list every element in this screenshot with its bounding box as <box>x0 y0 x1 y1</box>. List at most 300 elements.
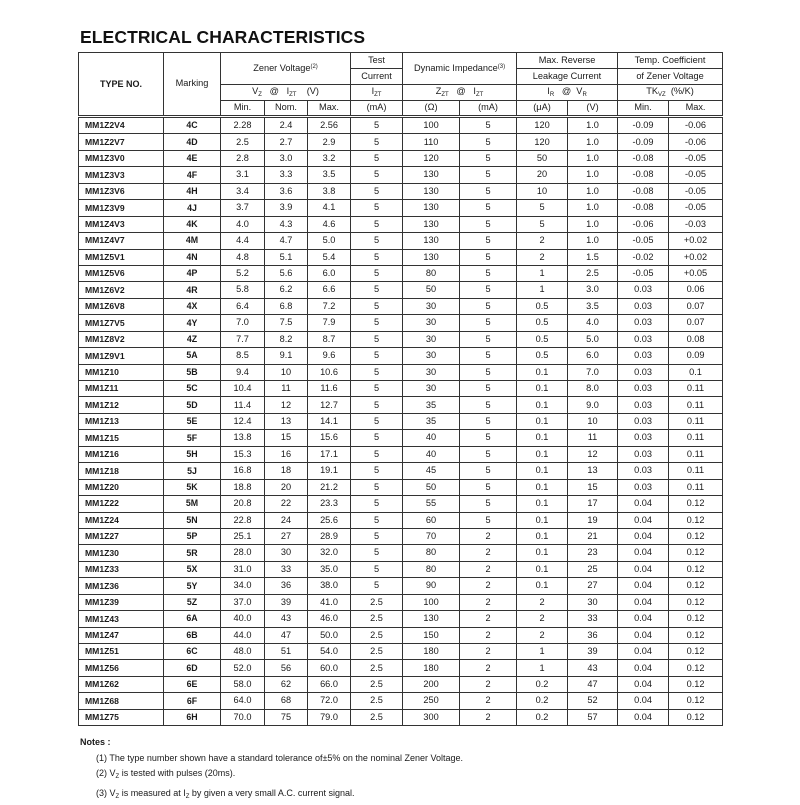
cell-tk-min: 0.04 <box>618 512 669 528</box>
cell-vz-nom: 68 <box>265 693 308 709</box>
cell-zzt-izt: 5 <box>460 150 517 166</box>
cell-type-no: MM1Z3V9 <box>79 200 164 216</box>
cell-vz-max: 38.0 <box>308 578 351 594</box>
cell-vr: 1.5 <box>568 249 618 265</box>
cell-ir: 0.5 <box>517 348 568 364</box>
cell-tk-min: 0.04 <box>618 578 669 594</box>
cell-vz-max: 10.6 <box>308 364 351 380</box>
table-row <box>79 446 723 462</box>
cell-marking: 6C <box>164 644 221 660</box>
cell-type-no: MM1Z56 <box>79 660 164 676</box>
cell-zzt-izt: 5 <box>460 233 517 249</box>
cell-zzt: 30 <box>403 315 460 331</box>
cell-ir: 0.1 <box>517 397 568 413</box>
cell-tk-max: -0.05 <box>669 200 723 216</box>
cell-type-no: MM1Z24 <box>79 512 164 528</box>
cell-vz-nom: 4.7 <box>265 233 308 249</box>
cell-izt: 5 <box>351 446 403 462</box>
cell-tk-min: 0.03 <box>618 397 669 413</box>
cell-ir: 0.1 <box>517 381 568 397</box>
table-row <box>79 134 723 150</box>
cell-vz-nom: 30 <box>265 545 308 561</box>
cell-type-no: MM1Z5V6 <box>79 265 164 281</box>
header-vz-nom: Nom. <box>265 100 308 116</box>
cell-vz-min: 10.4 <box>221 381 265 397</box>
note-3: (3) $V_Z$ is measured at $I_Z$ by given a very small A.C. current signal. <box>80 786 463 805</box>
cell-vz-nom: 18 <box>265 463 308 479</box>
cell-ir: 0.1 <box>517 463 568 479</box>
cell-vz-nom: 9.1 <box>265 348 308 364</box>
cell-izt: 5 <box>351 479 403 495</box>
cell-zzt-izt: 2 <box>460 545 517 561</box>
cell-tk-max: 0.1 <box>669 364 723 380</box>
cell-tk-max: 0.07 <box>669 298 723 314</box>
cell-marking: 6A <box>164 611 221 627</box>
table-row <box>79 528 723 544</box>
cell-zzt-izt: 5 <box>460 265 517 281</box>
cell-tk-min: -0.08 <box>618 200 669 216</box>
cell-ir: 0.1 <box>517 512 568 528</box>
table-row <box>79 594 723 610</box>
cell-vr: 47 <box>568 676 618 692</box>
cell-tk-max: 0.09 <box>669 348 723 364</box>
cell-izt: 5 <box>351 150 403 166</box>
cell-vr: 1.0 <box>568 183 618 199</box>
cell-tk-min: -0.08 <box>618 183 669 199</box>
cell-tk-min: 0.04 <box>618 644 669 660</box>
cell-tk-min: 0.04 <box>618 528 669 544</box>
table-row <box>79 200 723 216</box>
cell-vr: 1.0 <box>568 118 618 134</box>
cell-vr: 9.0 <box>568 397 618 413</box>
cell-type-no: MM1Z51 <box>79 644 164 660</box>
cell-vz-max: 14.1 <box>308 413 351 429</box>
cell-type-no: MM1Z22 <box>79 496 164 512</box>
cell-zzt-izt: 5 <box>460 446 517 462</box>
header-test-current-l1: Test <box>351 53 403 69</box>
cell-type-no: MM1Z3V0 <box>79 150 164 166</box>
cell-izt: 5 <box>351 578 403 594</box>
cell-zzt: 30 <box>403 381 460 397</box>
cell-vz-min: 58.0 <box>221 676 265 692</box>
cell-vz-max: 4.1 <box>308 200 351 216</box>
cell-izt: 5 <box>351 233 403 249</box>
cell-izt: 5 <box>351 348 403 364</box>
cell-tk-max: -0.05 <box>669 150 723 166</box>
cell-marking: 4F <box>164 167 221 183</box>
cell-vr: 33 <box>568 611 618 627</box>
cell-vz-max: 17.1 <box>308 446 351 462</box>
cell-vz-nom: 36 <box>265 578 308 594</box>
cell-marking: 6D <box>164 660 221 676</box>
cell-marking: 5M <box>164 496 221 512</box>
cell-zzt: 130 <box>403 611 460 627</box>
cell-marking: 6H <box>164 709 221 725</box>
cell-vz-nom: 56 <box>265 660 308 676</box>
cell-type-no: MM1Z36 <box>79 578 164 594</box>
header-izt-unit: (mA) <box>351 100 403 116</box>
cell-vz-nom: 11 <box>265 381 308 397</box>
cell-vz-min: 8.5 <box>221 348 265 364</box>
cell-zzt-izt: 5 <box>460 183 517 199</box>
cell-type-no: MM1Z3V3 <box>79 167 164 183</box>
cell-zzt-izt: 2 <box>460 693 517 709</box>
cell-tk-min: 0.03 <box>618 479 669 495</box>
table-row <box>79 660 723 676</box>
table-row <box>79 397 723 413</box>
cell-vz-min: 12.4 <box>221 413 265 429</box>
table-row <box>79 479 723 495</box>
cell-tk-min: 0.03 <box>618 381 669 397</box>
header-ir-at-vr: $I_R$ @ $V_R$ <box>517 85 618 101</box>
cell-tk-max: 0.11 <box>669 463 723 479</box>
cell-vz-min: 52.0 <box>221 660 265 676</box>
cell-vz-min: 5.2 <box>221 265 265 281</box>
cell-vz-max: 6.6 <box>308 282 351 298</box>
cell-ir: 5 <box>517 200 568 216</box>
cell-tk-min: 0.04 <box>618 693 669 709</box>
table-row <box>79 167 723 183</box>
cell-tk-min: 0.03 <box>618 298 669 314</box>
cell-izt: 5 <box>351 265 403 281</box>
cell-marking: 4N <box>164 249 221 265</box>
cell-izt: 5 <box>351 216 403 232</box>
cell-vz-max: 79.0 <box>308 709 351 725</box>
cell-tk-min: 0.04 <box>618 627 669 643</box>
cell-type-no: MM1Z10 <box>79 364 164 380</box>
header-temp-l2: of Zener Voltage <box>618 69 723 85</box>
cell-vz-max: 4.6 <box>308 216 351 232</box>
cell-vz-min: 16.8 <box>221 463 265 479</box>
table-row <box>79 611 723 627</box>
cell-tk-max: 0.07 <box>669 315 723 331</box>
cell-tk-min: 0.04 <box>618 545 669 561</box>
cell-vz-min: 3.1 <box>221 167 265 183</box>
cell-izt: 2.5 <box>351 676 403 692</box>
table-row <box>79 512 723 528</box>
cell-vz-max: 72.0 <box>308 693 351 709</box>
cell-ir: 0.1 <box>517 446 568 462</box>
cell-zzt: 120 <box>403 150 460 166</box>
cell-tk-min: 0.04 <box>618 594 669 610</box>
cell-vz-nom: 3.0 <box>265 150 308 166</box>
note-1: (1) The type number shown have a standard tolerance of±5% on the nominal Zener Voltage. <box>80 751 463 767</box>
cell-izt: 5 <box>351 397 403 413</box>
cell-marking: 5E <box>164 413 221 429</box>
cell-tk-max: 0.11 <box>669 413 723 429</box>
cell-zzt: 180 <box>403 644 460 660</box>
cell-zzt: 100 <box>403 118 460 134</box>
cell-vz-nom: 47 <box>265 627 308 643</box>
cell-vr: 12 <box>568 446 618 462</box>
cell-tk-max: 0.12 <box>669 561 723 577</box>
cell-zzt-izt: 5 <box>460 381 517 397</box>
cell-vr: 52 <box>568 693 618 709</box>
cell-marking: 6E <box>164 676 221 692</box>
cell-vz-max: 3.2 <box>308 150 351 166</box>
table-row <box>79 496 723 512</box>
cell-marking: 4H <box>164 183 221 199</box>
cell-tk-min: 0.03 <box>618 364 669 380</box>
cell-vz-min: 25.1 <box>221 528 265 544</box>
cell-zzt: 30 <box>403 298 460 314</box>
cell-tk-min: -0.09 <box>618 134 669 150</box>
cell-type-no: MM1Z62 <box>79 676 164 692</box>
notes-section <box>80 735 463 805</box>
cell-zzt-izt: 5 <box>460 512 517 528</box>
cell-vr: 4.0 <box>568 315 618 331</box>
header-vz-max: Max. <box>308 100 351 116</box>
cell-marking: 6F <box>164 693 221 709</box>
table-row <box>79 463 723 479</box>
cell-zzt-izt: 5 <box>460 463 517 479</box>
cell-vz-nom: 6.2 <box>265 282 308 298</box>
cell-marking: 4K <box>164 216 221 232</box>
cell-tk-min: 0.04 <box>618 709 669 725</box>
cell-ir: 0.1 <box>517 545 568 561</box>
header-tkvz: $TK_{VZ}$ (%/K) <box>618 85 723 101</box>
cell-zzt: 30 <box>403 348 460 364</box>
cell-vz-max: 6.0 <box>308 265 351 281</box>
cell-vz-nom: 15 <box>265 430 308 446</box>
cell-type-no: MM1Z20 <box>79 479 164 495</box>
cell-vr: 3.0 <box>568 282 618 298</box>
cell-tk-max: 0.12 <box>669 709 723 725</box>
cell-vz-max: 2.9 <box>308 134 351 150</box>
cell-zzt: 80 <box>403 561 460 577</box>
cell-zzt: 35 <box>403 413 460 429</box>
cell-type-no: MM1Z4V7 <box>79 233 164 249</box>
cell-ir: 0.1 <box>517 430 568 446</box>
cell-type-no: MM1Z43 <box>79 611 164 627</box>
cell-vz-min: 64.0 <box>221 693 265 709</box>
cell-zzt: 55 <box>403 496 460 512</box>
table-row <box>79 282 723 298</box>
cell-vz-nom: 8.2 <box>265 331 308 347</box>
cell-vz-max: 54.0 <box>308 644 351 660</box>
table-row <box>79 578 723 594</box>
cell-tk-max: 0.12 <box>669 528 723 544</box>
header-zzt-at-izt: $Z_{ZT}$ @ $I_{ZT}$ <box>403 85 517 101</box>
cell-type-no: MM1Z47 <box>79 627 164 643</box>
cell-marking: 5P <box>164 528 221 544</box>
cell-izt: 5 <box>351 512 403 528</box>
cell-tk-min: 0.03 <box>618 463 669 479</box>
cell-zzt-izt: 2 <box>460 561 517 577</box>
cell-type-no: MM1Z8V2 <box>79 331 164 347</box>
cell-type-no: MM1Z18 <box>79 463 164 479</box>
header-vz-min: Min. <box>221 100 265 116</box>
cell-vz-min: 18.8 <box>221 479 265 495</box>
cell-izt: 5 <box>351 298 403 314</box>
cell-vz-nom: 2.7 <box>265 134 308 150</box>
cell-izt: 5 <box>351 528 403 544</box>
cell-vz-min: 34.0 <box>221 578 265 594</box>
cell-tk-max: 0.12 <box>669 627 723 643</box>
cell-vr: 43 <box>568 660 618 676</box>
cell-tk-min: -0.05 <box>618 265 669 281</box>
cell-tk-max: -0.05 <box>669 183 723 199</box>
header-zzt-izt-unit: (mA) <box>460 100 517 116</box>
cell-marking: 5C <box>164 381 221 397</box>
cell-zzt: 70 <box>403 528 460 544</box>
cell-marking: 4M <box>164 233 221 249</box>
cell-ir: 0.1 <box>517 578 568 594</box>
cell-tk-max: +0.02 <box>669 249 723 265</box>
cell-marking: 5X <box>164 561 221 577</box>
cell-marking: 5H <box>164 446 221 462</box>
cell-vr: 13 <box>568 463 618 479</box>
cell-zzt: 45 <box>403 463 460 479</box>
cell-tk-min: -0.06 <box>618 216 669 232</box>
cell-izt: 5 <box>351 331 403 347</box>
cell-vr: 1.0 <box>568 134 618 150</box>
table-row <box>79 118 723 134</box>
cell-zzt-izt: 5 <box>460 167 517 183</box>
cell-ir: 2 <box>517 627 568 643</box>
cell-zzt-izt: 5 <box>460 282 517 298</box>
cell-type-no: MM1Z13 <box>79 413 164 429</box>
cell-zzt: 50 <box>403 479 460 495</box>
cell-zzt: 80 <box>403 265 460 281</box>
header-tk-min: Min. <box>618 100 669 116</box>
cell-vz-nom: 24 <box>265 512 308 528</box>
cell-vz-nom: 27 <box>265 528 308 544</box>
cell-vr: 7.0 <box>568 364 618 380</box>
cell-ir: 0.5 <box>517 331 568 347</box>
header-ir-unit: (μA) <box>517 100 568 116</box>
cell-tk-max: 0.11 <box>669 381 723 397</box>
cell-izt: 5 <box>351 183 403 199</box>
cell-zzt: 35 <box>403 397 460 413</box>
cell-vr: 57 <box>568 709 618 725</box>
cell-vr: 15 <box>568 479 618 495</box>
cell-vz-min: 37.0 <box>221 594 265 610</box>
cell-ir: 0.1 <box>517 413 568 429</box>
cell-vz-nom: 3.3 <box>265 167 308 183</box>
cell-tk-max: 0.12 <box>669 660 723 676</box>
table-row <box>79 265 723 281</box>
cell-izt: 5 <box>351 463 403 479</box>
cell-izt: 5 <box>351 364 403 380</box>
cell-vz-nom: 5.6 <box>265 265 308 281</box>
cell-zzt-izt: 5 <box>460 331 517 347</box>
cell-ir: 0.1 <box>517 364 568 380</box>
header-tk-max: Max. <box>669 100 723 116</box>
cell-zzt-izt: 5 <box>460 298 517 314</box>
cell-vz-min: 22.8 <box>221 512 265 528</box>
cell-ir: 0.1 <box>517 561 568 577</box>
cell-ir: 2 <box>517 233 568 249</box>
cell-tk-min: 0.04 <box>618 611 669 627</box>
cell-marking: 5B <box>164 364 221 380</box>
cell-izt: 5 <box>351 545 403 561</box>
cell-izt: 2.5 <box>351 611 403 627</box>
cell-vz-max: 7.9 <box>308 315 351 331</box>
cell-vz-max: 19.1 <box>308 463 351 479</box>
cell-tk-min: 0.04 <box>618 561 669 577</box>
table-row <box>79 348 723 364</box>
cell-izt: 5 <box>351 496 403 512</box>
cell-vr: 17 <box>568 496 618 512</box>
cell-vr: 5.0 <box>568 331 618 347</box>
cell-tk-max: -0.03 <box>669 216 723 232</box>
cell-zzt: 50 <box>403 282 460 298</box>
cell-zzt-izt: 5 <box>460 348 517 364</box>
cell-tk-max: 0.08 <box>669 331 723 347</box>
cell-vr: 10 <box>568 413 618 429</box>
cell-tk-min: 0.04 <box>618 676 669 692</box>
cell-marking: 5Y <box>164 578 221 594</box>
cell-zzt: 250 <box>403 693 460 709</box>
cell-vz-max: 2.56 <box>308 118 351 134</box>
cell-tk-max: 0.12 <box>669 594 723 610</box>
cell-zzt: 40 <box>403 430 460 446</box>
cell-vz-min: 40.0 <box>221 611 265 627</box>
cell-vz-nom: 51 <box>265 644 308 660</box>
cell-izt: 5 <box>351 430 403 446</box>
table-row <box>79 150 723 166</box>
cell-zzt-izt: 5 <box>460 479 517 495</box>
cell-marking: 5R <box>164 545 221 561</box>
header-marking: Marking <box>164 53 221 116</box>
cell-tk-min: 0.04 <box>618 660 669 676</box>
cell-zzt: 200 <box>403 676 460 692</box>
cell-zzt: 180 <box>403 660 460 676</box>
header-izt: $I_{ZT}$ <box>351 85 403 101</box>
cell-tk-min: -0.08 <box>618 150 669 166</box>
cell-zzt: 130 <box>403 233 460 249</box>
cell-tk-max: 0.11 <box>669 397 723 413</box>
cell-tk-min: 0.03 <box>618 413 669 429</box>
header-leakage-l2: Leakage Current <box>517 69 618 85</box>
cell-tk-min: 0.03 <box>618 430 669 446</box>
cell-vz-max: 50.0 <box>308 627 351 643</box>
cell-tk-min: 0.03 <box>618 282 669 298</box>
cell-zzt: 100 <box>403 594 460 610</box>
cell-vz-min: 31.0 <box>221 561 265 577</box>
table-row <box>79 315 723 331</box>
cell-zzt: 130 <box>403 216 460 232</box>
cell-vz-min: 2.5 <box>221 134 265 150</box>
cell-vz-min: 3.7 <box>221 200 265 216</box>
cell-vz-min: 28.0 <box>221 545 265 561</box>
cell-vz-min: 2.28 <box>221 118 265 134</box>
cell-izt: 2.5 <box>351 594 403 610</box>
cell-marking: 5D <box>164 397 221 413</box>
electrical-characteristics-table <box>78 52 722 726</box>
table-row <box>79 331 723 347</box>
cell-vz-min: 7.7 <box>221 331 265 347</box>
cell-marking: 4C <box>164 118 221 134</box>
cell-vz-nom: 22 <box>265 496 308 512</box>
cell-ir: 1 <box>517 660 568 676</box>
cell-tk-max: 0.12 <box>669 578 723 594</box>
cell-ir: 0.1 <box>517 528 568 544</box>
table-row <box>79 216 723 232</box>
cell-izt: 5 <box>351 413 403 429</box>
cell-vz-max: 35.0 <box>308 561 351 577</box>
cell-vz-min: 2.8 <box>221 150 265 166</box>
cell-izt: 2.5 <box>351 709 403 725</box>
cell-zzt: 130 <box>403 183 460 199</box>
cell-marking: 6B <box>164 627 221 643</box>
table-row <box>79 561 723 577</box>
cell-izt: 5 <box>351 249 403 265</box>
cell-zzt-izt: 2 <box>460 676 517 692</box>
cell-vz-min: 4.4 <box>221 233 265 249</box>
header-dynamic-impedance: Dynamic Impedance$^{(3)}$ <box>403 53 517 85</box>
